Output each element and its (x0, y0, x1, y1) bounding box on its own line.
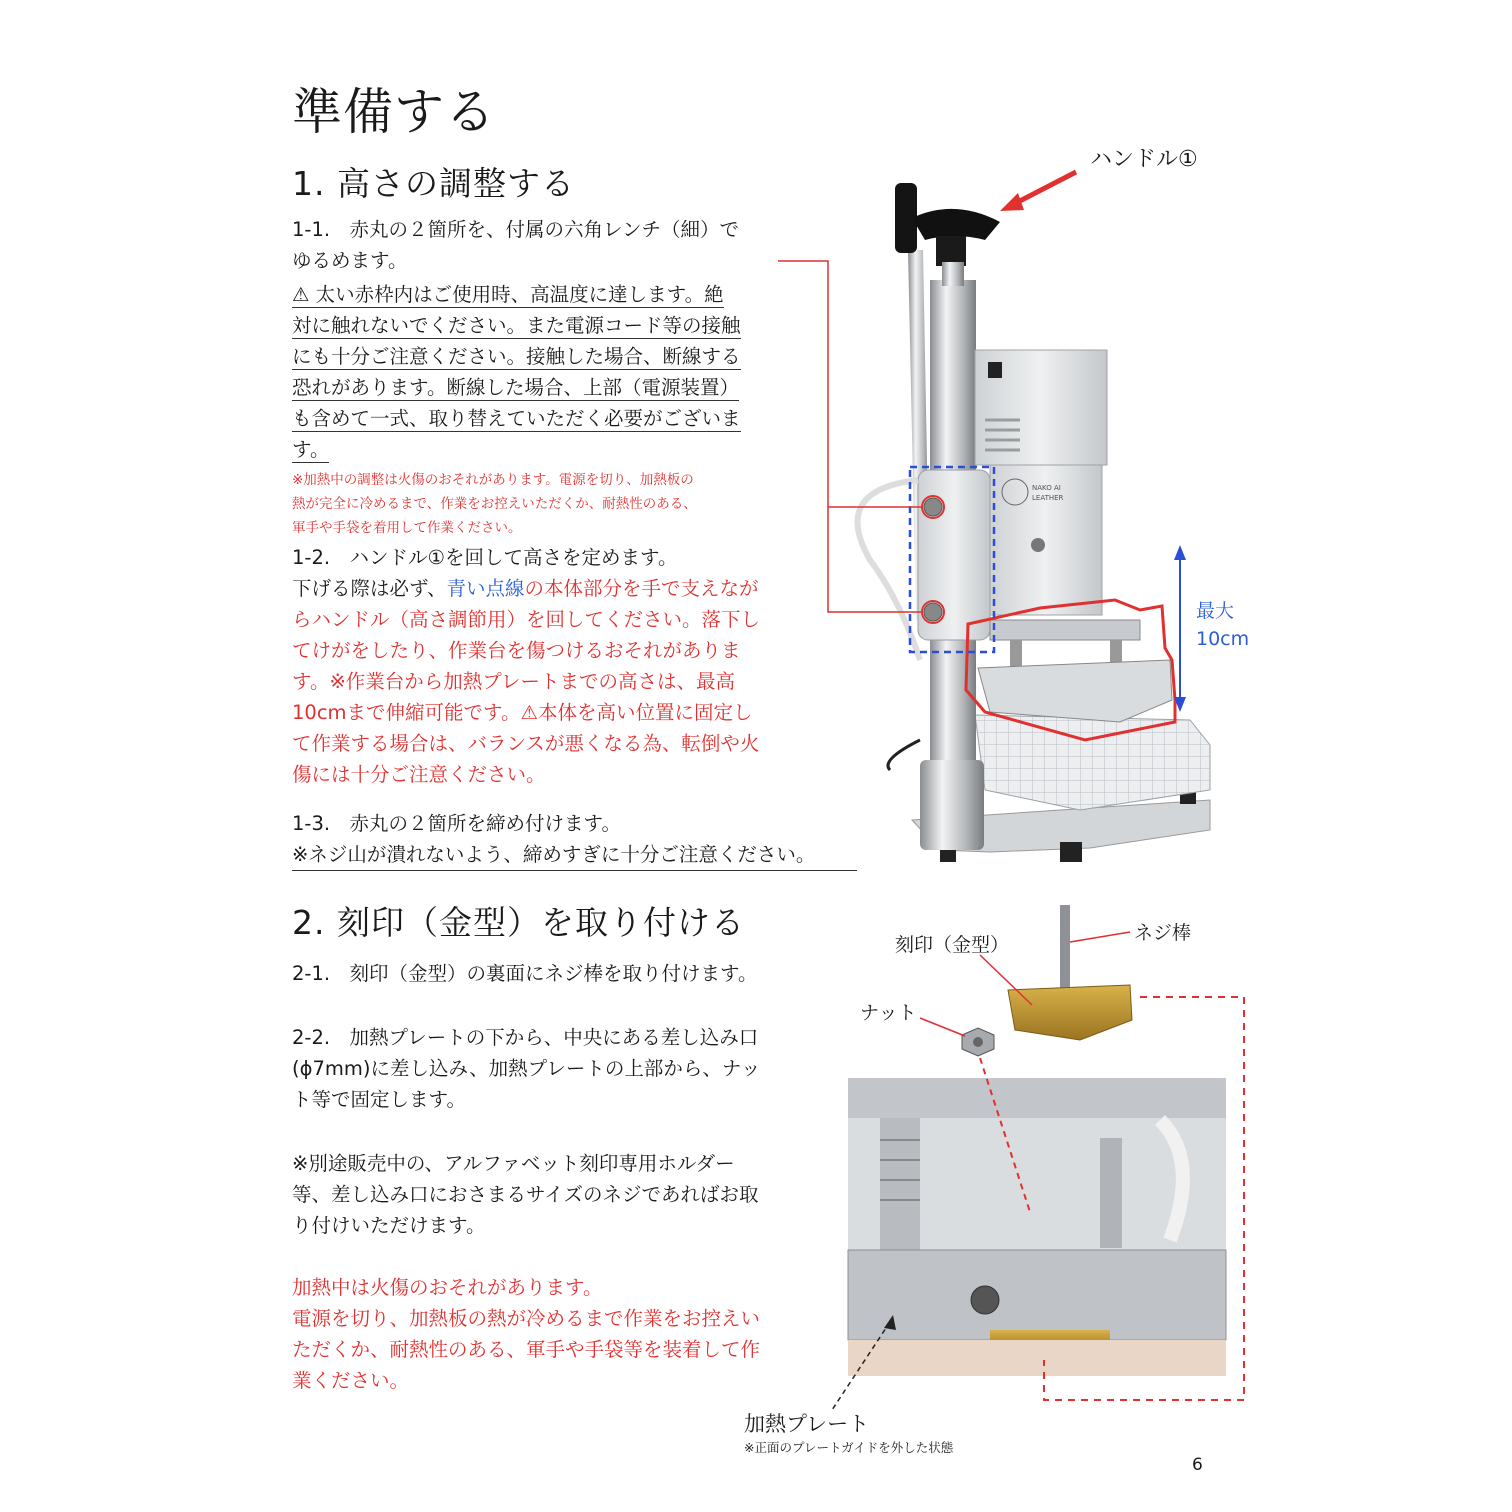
red-line: て作業する場合は、バランスが悪くなる為、転倒や火 (292, 732, 760, 755)
insertion-hole (971, 1286, 999, 1314)
brand-logo-text: NAKO AI (1032, 484, 1061, 492)
press-machine-illustration (778, 172, 1210, 862)
red-line: 傷には十分ご注意ください。 (292, 763, 546, 786)
threaded-rod (1100, 1138, 1122, 1248)
note-line: 熱が完全に冷めるまで、作業をお控えいただくか、耐熱性のある、 (292, 496, 697, 512)
brass-stamp (1008, 985, 1132, 1040)
warning-line: 対に触れないでください。また電源コード等の接触 (292, 314, 741, 337)
red-line: す。※作業台から加熱プレートまでの高さは、最高 (292, 670, 735, 693)
text-span: 下げる際は必ず、 (292, 577, 447, 600)
stamp-label: 刻印（金型） (895, 934, 1010, 956)
handle-arrow-head (1000, 193, 1024, 211)
holder-note-line: り付けいただけます。 (292, 1214, 486, 1237)
red-text-span: の本体部分を手で支えなが (524, 577, 759, 600)
holder-note-line: 等、差し込み口におさまるサイズのネジであればお取 (292, 1183, 759, 1206)
red-line: てけがをしたり、作業台を傷つけるおそれがありま (292, 639, 741, 662)
brand-logo-text: LEATHER (1032, 494, 1064, 502)
stamp-install-illustration (832, 905, 1244, 1410)
step-1-3-line: ※ネジ山が潰れないよう、締めすぎに十分ご注意ください。 (292, 839, 857, 871)
warning-line: ⚠ 太い赤枠内はご使用時、高温度に達します。絶 (292, 283, 724, 306)
hex-screw-top (924, 498, 942, 516)
machine-foot (1060, 842, 1082, 862)
nut-hole (973, 1037, 983, 1047)
pole-base (920, 760, 984, 850)
burn-warning-line: 電源を切り、加熱板の熱が冷めるまで作業をお控えい (292, 1307, 761, 1330)
handle-knob (912, 209, 1000, 240)
height-arrow-up (1174, 545, 1186, 560)
blue-dotted-ref: 青い点線 (446, 577, 525, 600)
handle-hub (936, 236, 966, 266)
note-line: ※加熱中の調整は火傷のおそれがあります。電源を切り、加熱板の (292, 472, 694, 488)
machine-foot (940, 848, 956, 862)
step-1-2-line: 1-2. ハンドル①を回して高さを定めます。 (292, 546, 678, 569)
red-line: らハンドル（高さ調節用）を回してください。落下し (292, 608, 761, 631)
work-table (975, 715, 1210, 810)
step-2-2-line: 2-2. 加熱プレートの下から、中央にある差し込み口 (292, 1026, 759, 1049)
handle-label: ハンドル① (1090, 147, 1198, 172)
heating-plate (978, 660, 1172, 722)
step-2-1: 2-1. 刻印（金型）の裏面にネジ棒を取り付けます。 (292, 962, 758, 985)
heating-plate-label: 加熱プレート (744, 1412, 870, 1436)
step-1-3-line: 1-3. 赤丸の２箇所を締め付けます。 (292, 812, 621, 835)
power-switch (988, 362, 1002, 378)
warning-line: にも十分ご注意ください。接触した場合、断線する (292, 345, 741, 368)
step-1-1-line: ゆるめます。 (292, 249, 408, 272)
step-1-1-line: 1-1. 赤丸の２箇所を、付属の六角レンチ（細）で (292, 218, 740, 241)
heating-plate-edge (848, 1250, 1226, 1340)
screw-rod-label: ネジ棒 (1134, 922, 1192, 944)
stamp-label-line (980, 955, 1032, 1005)
holder-note-line: ※別途販売中の、アルファベット刻印専用ホルダー (292, 1152, 735, 1175)
section-1-heading: 1. 高さの調整する (292, 164, 575, 203)
burn-warning-line: 業ください。 (292, 1369, 410, 1392)
hand-photo (848, 1340, 1226, 1376)
step-2-2-line: (ϕ7mm)に差し込み、加熱プレートの上部から、ナッ (292, 1057, 761, 1080)
nut-label: ナット (860, 1002, 917, 1024)
handle-arrow-shaft (1012, 172, 1076, 205)
warning-line: も含めて一式、取り替えていただく必要がございま (292, 407, 741, 430)
red-line: 10cmまで伸縮可能です。⚠本体を高い位置に固定し (292, 701, 753, 724)
warning-line: 恐れがあります。断線した場合、上部（電源装置） (292, 376, 739, 399)
step-2-2-line: ト等で固定します。 (292, 1088, 466, 1111)
page-number: 6 (1192, 1455, 1203, 1475)
handle-shaft (942, 262, 964, 286)
nut-label-line (920, 1018, 965, 1036)
warning-line: す。 (292, 438, 330, 461)
page-title: 準備する (292, 83, 496, 141)
knob (1031, 538, 1045, 552)
hex-screw-bottom (924, 603, 942, 621)
burn-warning-line: 加熱中は火傷のおそれがあります。 (292, 1276, 603, 1299)
screw-rod (1060, 905, 1070, 995)
heating-plate-note: ※正面のプレートガイドを外した状態 (744, 1440, 954, 1455)
power-cord (888, 740, 920, 770)
upper-plate (990, 620, 1140, 640)
leader-line-bottom (778, 261, 922, 612)
max-height-value: 10cm (1196, 628, 1250, 650)
note-line: 軍手や手袋を着用して作業ください。 (292, 520, 522, 536)
upper-plate-photo (848, 1078, 1226, 1118)
burn-warning-line: ただくか、耐熱性のある、軍手や手袋等を装着して作 (292, 1338, 761, 1361)
max-height-label: 最大 (1196, 600, 1235, 622)
screw-label-line (1070, 932, 1130, 942)
section-2-heading: 2. 刻印（金型）を取り付ける (292, 903, 745, 942)
